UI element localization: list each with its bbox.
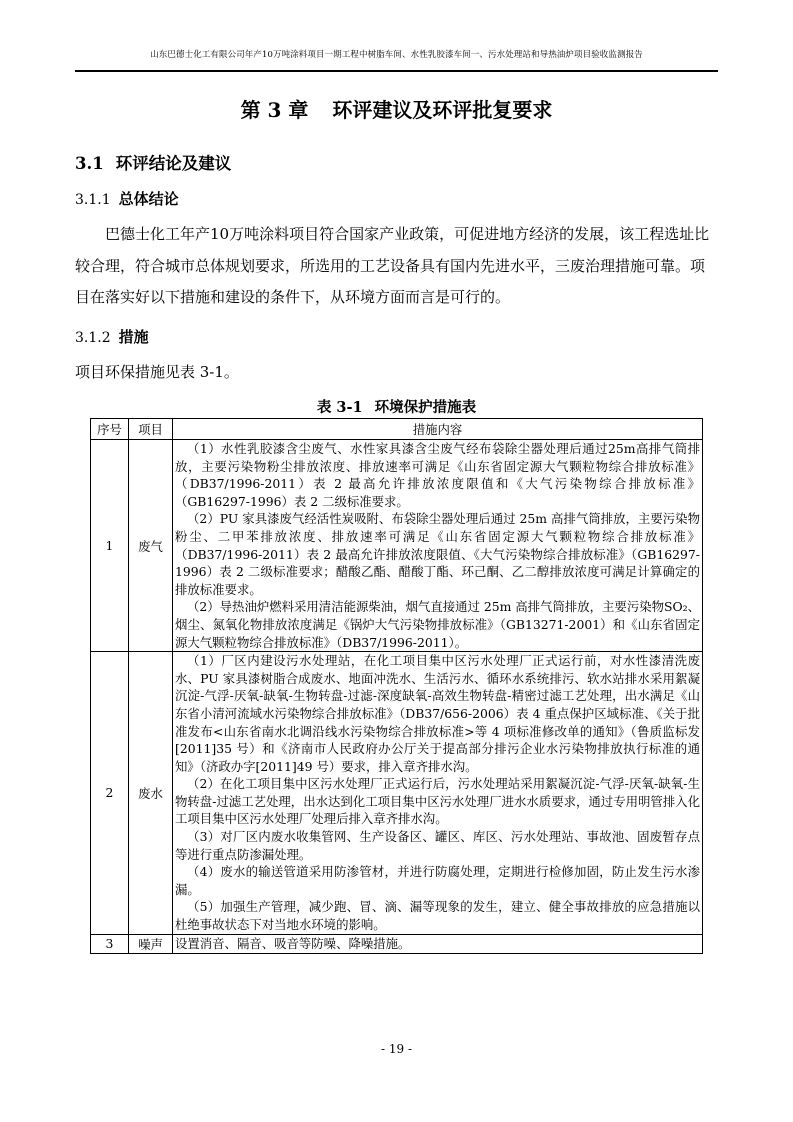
chapter-title	[75, 94, 718, 123]
table-caption	[75, 396, 718, 417]
header-index: 序号	[91, 419, 129, 440]
section-number: 3.1	[75, 154, 104, 173]
row-index: 3	[91, 934, 129, 953]
table-row	[91, 934, 703, 953]
subsection-number: 3.1.1	[75, 192, 111, 208]
table-header-row	[91, 419, 703, 440]
row-item: 噪声	[129, 934, 173, 953]
chapter-title-text: 环评建议及环评批复要求	[332, 98, 553, 122]
conclusion-paragraph: 巴德士化工年产10万吨涂料项目符合国家产业政策，可促进地方经济的发展，该工程选址比较合理，符合城市总体规划要求，所选用的工艺设备具有国内先进水平，三废治理措施可靠。项目在落实好以下措施和建设的条件下，从环境方面而言是可行的。	[75, 225, 710, 306]
subsection-number: 3.1.2	[75, 330, 111, 346]
measure-paragraph: （1）水性乳胶漆含尘废气、水性家具漆含尘废气经布袋除尘器处理后通过25m高排气筒排放，主要污染物粉尘排放浓度、排放速率可满足《山东省固定源大气颗粒物综合排放标准》（DB37/1996-2011）表 2 最高允许排放浓度限值和《大气污染物综合排放标准》（GB16297-1996）表 2 二级标准要求。	[175, 441, 700, 509]
measure-paragraph: （3）对厂区内废水收集管网、生产设备区、罐区、库区、污水处理站、事故池、固废暂存点等进行重点防渗漏处理。	[175, 829, 700, 862]
page-number: - 19 -	[380, 1042, 412, 1056]
measures-table	[90, 418, 703, 954]
chapter-number: 第 3 章	[240, 98, 309, 122]
measure-paragraph: （2）导热油炉燃料采用清洁能源柴油，烟气直接通过 25m 高排气筒排放，主要污染物SO₂、烟尘、氮氧化物排放浓度满足《锅炉大气污染物排放标准》（GB13271-2001）和《山东省固定源大气颗粒物综合排放标准》（DB37/1996-2011）。	[175, 599, 700, 650]
subsection-title-conclusion	[75, 188, 179, 209]
measure-paragraph: （2）PU 家具漆废气经活性炭吸附、布袋除尘器处理后通过 25m 高排气筒排放，主要污染物粉尘、二甲苯排放浓度、排放速率可满足《山东省固定源大气颗粒物综合排放标准》（DB37/1996-2011）表 2 最高允许排放浓度限值、《大气污染物综合排放标准》（GB16297-1996）表 2 二级标准要求；醋酸乙酯、醋酸丁酯、环己酮、乙二醇排放浓度可满足计算确定的排放标准要求。	[175, 511, 700, 597]
page-header: 山东巴德士化工有限公司年产10万吨涂料项目一期工程中树脂车间、水性乳胶漆车间一、污水处理站和导热油炉项目验收监测报告	[150, 50, 643, 60]
row-item: 废水	[129, 652, 173, 935]
table-row	[91, 652, 703, 935]
table-caption-number: 表 3-1	[316, 399, 363, 416]
header-rule	[75, 70, 718, 72]
table-caption-title: 环境保护措施表	[374, 399, 477, 416]
measures-intro: 项目环保措施见表 3-1。	[75, 363, 239, 381]
row-item: 废气	[129, 440, 173, 652]
section-title	[75, 150, 231, 174]
row-content	[173, 652, 703, 935]
measure-paragraph: （2）在化工项目集中区污水处理厂正式运行后，污水处理站采用絮凝沉淀-气浮-厌氧-缺氧-生物转盘-过滤工艺处理，出水达到化工项目集中区污水处理厂进水水质要求，通过专用明管排入化工项目集中区污水处理厂处理后排入章齐排水沟。	[175, 776, 700, 827]
subsection-title-measures	[75, 326, 149, 347]
subsection-title-text: 措施	[118, 328, 149, 346]
table-row	[91, 440, 703, 652]
row-content	[173, 934, 703, 953]
row-index: 2	[91, 652, 129, 935]
measure-paragraph: 设置消音、隔音、吸音等防噪、降噪措施。	[175, 935, 411, 951]
measure-paragraph: （4）废水的输送管道采用防渗管材，并进行防腐处理，定期进行检修加固，防止发生污水渗漏。	[175, 864, 700, 897]
subsection-title-text: 总体结论	[118, 190, 179, 208]
header-content: 措施内容	[173, 419, 703, 440]
measure-paragraph: （5）加强生产管理，减少跑、冒、滴、漏等现象的发生，建立、健全事故排放的应急措施以杜绝事故状态下对当地水环境的影响。	[175, 899, 700, 933]
section-title-text: 环评结论及建议	[115, 154, 232, 173]
header-item: 项目	[129, 419, 173, 440]
row-content	[173, 440, 703, 652]
measure-paragraph: （1）厂区内建设污水处理站，在化工项目集中区污水处理厂正式运行前，对水性漆清洗废水、PU 家具漆树脂合成废水、地面冲洗水、生活污水、循环水系统排污、软水站排水采用絮凝沉淀-气浮-厌氧-缺氧-生物转盘-过滤-深度缺氧-高效生物转盘-精密过滤工艺处理，出水满足《山东省小清河流域水污染物综合排放标准》（DB37/656-2006）表 4 重点保护区域标准、《关于批准发布<山东省南水北调沿线水污染物综合排放标准>等 4 项标准修改单的通知》（鲁质监标发[2011]35 号）和《济南市人民政府办公厅关于提高部分排污企业水污染物排放执行标准的通知》（济政办字[2011]49 号）要求，排入章齐排水沟。	[175, 653, 700, 774]
row-index: 1	[91, 440, 129, 652]
